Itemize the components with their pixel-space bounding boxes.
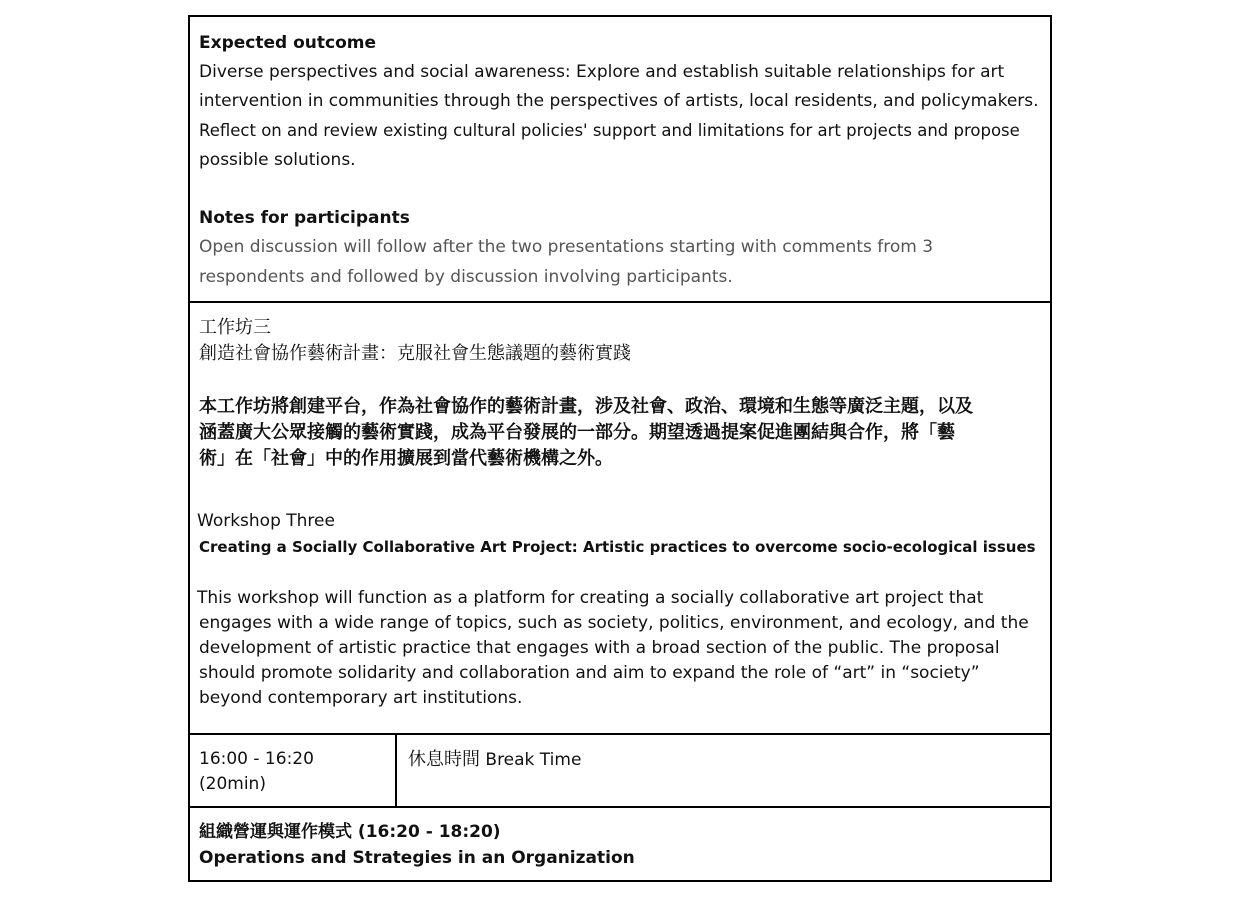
workshop-cn-desc-line: 涵蓋廣大公眾接觸的藝術實踐，成為平台發展的一部分。期望透過提案促進團結與合作，將「藝: [199, 422, 955, 443]
workshop-cn-desc-line: 本工作坊將創建平台，作為社會協作的藝術計畫，涉及社會、政治、環境和生態等廣泛主題，以及: [199, 396, 973, 417]
workshop-en-desc-line: beyond contemporary art institutions.: [199, 688, 523, 708]
break-en-label: Break Time: [485, 750, 582, 770]
workshop-cn-desc-line: 術」在「社會」中的作用擴展到當代藝術機構之外。: [199, 448, 613, 469]
operations-cell: [190, 808, 1050, 880]
workshop-en-title: Creating a Socially Collaborative Art Project: Artistic practices to overcome socio-ecological issues: [199, 538, 1036, 556]
agenda-table: [188, 15, 1052, 882]
operations-en-title: Operations and Strategies in an Organization: [199, 848, 635, 868]
workshop-en-desc-line: This workshop will function as a platform for creating a socially collaborative art project that: [197, 588, 984, 608]
notes-heading: Notes for participants: [199, 208, 410, 228]
break-time-cell: [190, 735, 395, 805]
break-duration: (20min): [199, 774, 266, 794]
break-cn-label: 休息時間: [408, 749, 480, 770]
outcome-text-line: intervention in communities through the perspectives of artists, local residents, and policymakers.: [199, 91, 1039, 111]
outcome-cell: [190, 17, 1050, 302]
workshop-cn-title: 創造社會協作藝術計畫：克服社會生態議題的藝術實踐: [199, 343, 631, 364]
workshop-en-desc-line: engages with a wide range of topics, such as society, politics, environment, and ecology, and the: [199, 613, 1029, 633]
outcome-text-line: Reflect on and review existing cultural policies' support and limitations for art projects and propose: [199, 121, 1020, 140]
operations-cn-title: 組織營運與運作模式 (16:20 - 18:20): [199, 822, 501, 842]
outcome-heading: Expected outcome: [199, 33, 377, 53]
notes-text-line: Open discussion will follow after the two presentations starting with comments from 3: [199, 237, 934, 257]
workshop-en-desc-line: should promote solidarity and collaboration and aim to expand the role of “art” in “society”: [199, 663, 980, 683]
workshop-three-cell: [190, 303, 1050, 733]
outcome-text-line: possible solutions.: [199, 150, 356, 170]
notes-text-line: respondents and followed by discussion involving participants.: [199, 267, 733, 287]
break-label: [408, 747, 581, 773]
break-time-range: 16:00 - 16:20: [199, 749, 314, 769]
workshop-en-label: Workshop Three: [197, 511, 335, 531]
break-label-cell: [397, 735, 1050, 805]
outcome-text-line: Diverse perspectives and social awareness: Explore and establish suitable relationships for art: [199, 62, 1005, 82]
workshop-cn-label: 工作坊三: [199, 317, 271, 338]
workshop-en-desc-line: development of artistic practice that engages with a broad section of the public. The proposal: [199, 638, 1000, 658]
